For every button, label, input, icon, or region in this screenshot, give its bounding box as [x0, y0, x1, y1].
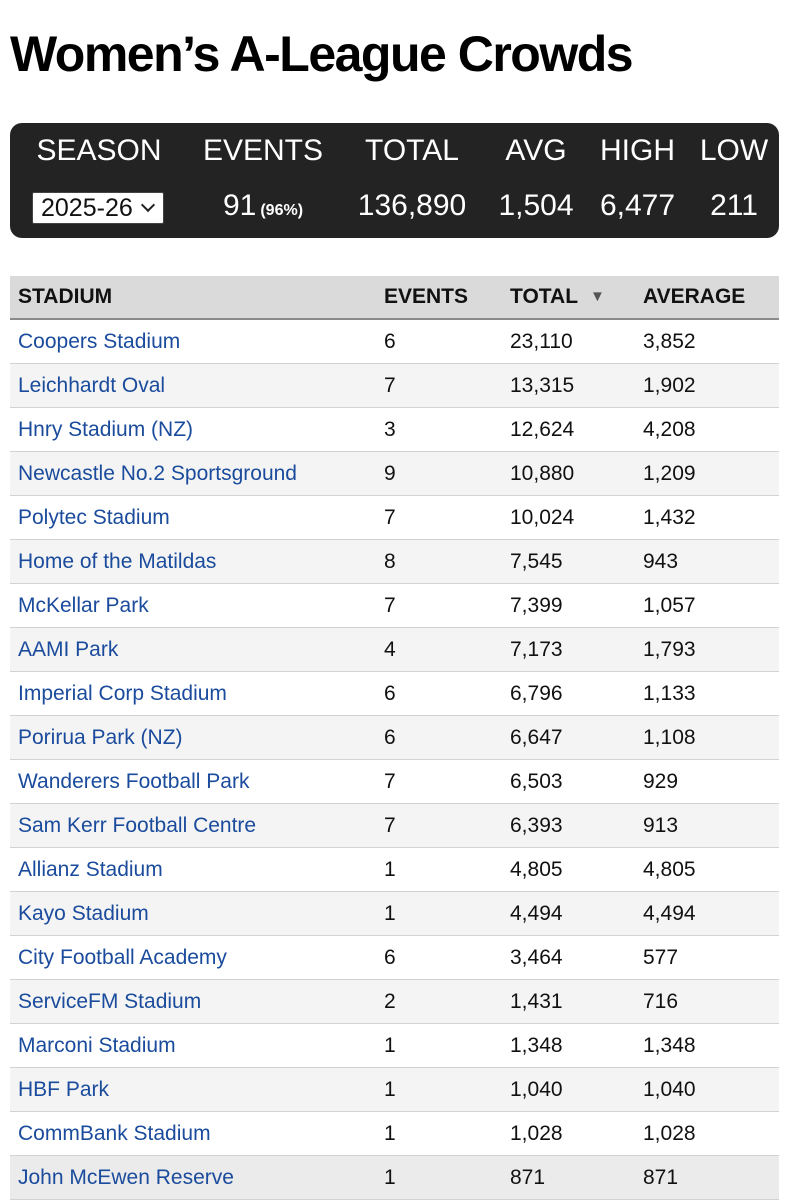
- average-cell: 1,108: [643, 716, 779, 760]
- total-column: [338, 123, 486, 238]
- events-cell: 6: [384, 319, 510, 364]
- average-cell: 1,902: [643, 364, 779, 408]
- avg-column: [486, 123, 586, 238]
- chevron-down-icon: [141, 198, 155, 212]
- high-value: 6,477: [599, 189, 676, 222]
- stadium-link[interactable]: Porirua Park (NZ): [10, 716, 384, 760]
- table-row: [10, 1156, 779, 1200]
- stadium-link[interactable]: Polytec Stadium: [10, 496, 384, 540]
- events-cell: 1: [384, 1024, 510, 1068]
- events-percent: (96%): [260, 202, 304, 219]
- average-cell: 3,852: [643, 319, 779, 364]
- column-header-total-label: TOTAL: [510, 285, 579, 308]
- table-row: [10, 848, 779, 892]
- stadium-link[interactable]: ServiceFM Stadium: [10, 980, 384, 1024]
- total-header: TOTAL: [365, 134, 459, 167]
- high-column: [586, 123, 689, 238]
- average-cell: 577: [643, 936, 779, 980]
- events-cell: 1: [384, 892, 510, 936]
- average-cell: 943: [643, 540, 779, 584]
- table-row: [10, 408, 779, 452]
- events-column: [188, 123, 338, 238]
- average-cell: 1,133: [643, 672, 779, 716]
- average-cell: 1,040: [643, 1068, 779, 1112]
- total-cell: 7,173: [510, 628, 643, 672]
- events-cell: 7: [384, 760, 510, 804]
- events-cell: 6: [384, 936, 510, 980]
- stadium-link[interactable]: City Football Academy: [10, 936, 384, 980]
- events-cell: 7: [384, 584, 510, 628]
- table-row: [10, 628, 779, 672]
- stadium-link[interactable]: Sam Kerr Football Centre: [10, 804, 384, 848]
- total-cell: 6,503: [510, 760, 643, 804]
- table-row: [10, 672, 779, 716]
- total-cell: 6,796: [510, 672, 643, 716]
- table-row: [10, 1068, 779, 1112]
- stadium-link[interactable]: CommBank Stadium: [10, 1112, 384, 1156]
- events-cell: 7: [384, 364, 510, 408]
- table-row: [10, 1112, 779, 1156]
- stadium-link[interactable]: Leichhardt Oval: [10, 364, 384, 408]
- stadium-link[interactable]: Marconi Stadium: [10, 1024, 384, 1068]
- total-cell: 4,494: [510, 892, 643, 936]
- average-cell: 4,494: [643, 892, 779, 936]
- events-cell: 4: [384, 628, 510, 672]
- events-cell: 7: [384, 496, 510, 540]
- total-cell: 3,464: [510, 936, 643, 980]
- column-header-average[interactable]: AVERAGE: [643, 276, 779, 319]
- stadium-crowds-table: [10, 276, 779, 1200]
- events-cell: 9: [384, 452, 510, 496]
- events-value: 91: [222, 189, 257, 222]
- season-select-value: 2025-26: [41, 194, 133, 222]
- stadium-link[interactable]: McKellar Park: [10, 584, 384, 628]
- average-cell: 1,057: [643, 584, 779, 628]
- low-header: LOW: [699, 134, 769, 167]
- average-cell: 929: [643, 760, 779, 804]
- average-cell: 1,348: [643, 1024, 779, 1068]
- column-header-total[interactable]: [510, 276, 643, 319]
- stadium-link[interactable]: Kayo Stadium: [10, 892, 384, 936]
- total-cell: 4,805: [510, 848, 643, 892]
- events-cell: 1: [384, 848, 510, 892]
- events-cell: 6: [384, 716, 510, 760]
- total-cell: 6,647: [510, 716, 643, 760]
- average-cell: 871: [643, 1156, 779, 1200]
- stadium-link[interactable]: John McEwen Reserve: [10, 1156, 384, 1200]
- events-cell: 6: [384, 672, 510, 716]
- events-header: EVENTS: [202, 134, 324, 167]
- total-cell: 871: [510, 1156, 643, 1200]
- stadium-link[interactable]: Newcastle No.2 Sportsground: [10, 452, 384, 496]
- total-cell: 1,028: [510, 1112, 643, 1156]
- total-cell: 13,315: [510, 364, 643, 408]
- table-row: [10, 980, 779, 1024]
- total-cell: 6,393: [510, 804, 643, 848]
- avg-header: AVG: [505, 134, 567, 167]
- low-column: [689, 123, 779, 238]
- events-cell: 1: [384, 1068, 510, 1112]
- average-cell: 1,432: [643, 496, 779, 540]
- events-cell: 7: [384, 804, 510, 848]
- stadium-link[interactable]: AAMI Park: [10, 628, 384, 672]
- table-row: [10, 496, 779, 540]
- events-value-wrap: [188, 189, 338, 228]
- table-row: [10, 936, 779, 980]
- stadium-link[interactable]: Hnry Stadium (NZ): [10, 408, 384, 452]
- low-value: 211: [710, 189, 758, 222]
- average-cell: 913: [643, 804, 779, 848]
- season-header: SEASON: [36, 134, 162, 167]
- page-title: Women’s A-League Crowds: [10, 26, 633, 82]
- average-cell: 4,208: [643, 408, 779, 452]
- table-row: [10, 540, 779, 584]
- average-cell: 1,209: [643, 452, 779, 496]
- table-row: [10, 319, 779, 364]
- season-summary-panel: [10, 123, 779, 238]
- column-header-events[interactable]: EVENTS: [384, 276, 510, 319]
- stadium-link[interactable]: Wanderers Football Park: [10, 760, 384, 804]
- events-cell: 1: [384, 1112, 510, 1156]
- stadium-link[interactable]: HBF Park: [10, 1068, 384, 1112]
- events-cell: 8: [384, 540, 510, 584]
- total-cell: 1,040: [510, 1068, 643, 1112]
- table-row: [10, 760, 779, 804]
- table-row: [10, 892, 779, 936]
- total-cell: 1,431: [510, 980, 643, 1024]
- total-cell: 10,880: [510, 452, 643, 496]
- sort-descending-icon: ▼: [590, 288, 605, 305]
- table-header-row: [10, 276, 779, 319]
- events-cell: 3: [384, 408, 510, 452]
- total-value: 136,890: [357, 189, 467, 222]
- table-row: [10, 1024, 779, 1068]
- table-row: [10, 452, 779, 496]
- stadium-link[interactable]: Allianz Stadium: [10, 848, 384, 892]
- total-cell: 7,545: [510, 540, 643, 584]
- total-cell: 7,399: [510, 584, 643, 628]
- season-select[interactable]: [32, 192, 164, 224]
- high-header: HIGH: [600, 134, 675, 167]
- total-cell: 10,024: [510, 496, 643, 540]
- stadium-link[interactable]: Coopers Stadium: [10, 319, 384, 364]
- total-cell: 12,624: [510, 408, 643, 452]
- table-row: [10, 584, 779, 628]
- average-cell: 4,805: [643, 848, 779, 892]
- table-row: [10, 364, 779, 408]
- average-cell: 1,028: [643, 1112, 779, 1156]
- avg-value: 1,504: [498, 189, 574, 222]
- events-cell: 1: [384, 1156, 510, 1200]
- average-cell: 1,793: [643, 628, 779, 672]
- events-cell: 2: [384, 980, 510, 1024]
- stadium-link[interactable]: Home of the Matildas: [10, 540, 384, 584]
- column-header-stadium[interactable]: STADIUM: [10, 276, 384, 319]
- season-column: [10, 123, 188, 238]
- average-cell: 716: [643, 980, 779, 1024]
- total-cell: 23,110: [510, 319, 643, 364]
- total-cell: 1,348: [510, 1024, 643, 1068]
- table-row: [10, 716, 779, 760]
- stadium-link[interactable]: Imperial Corp Stadium: [10, 672, 384, 716]
- table-row: [10, 804, 779, 848]
